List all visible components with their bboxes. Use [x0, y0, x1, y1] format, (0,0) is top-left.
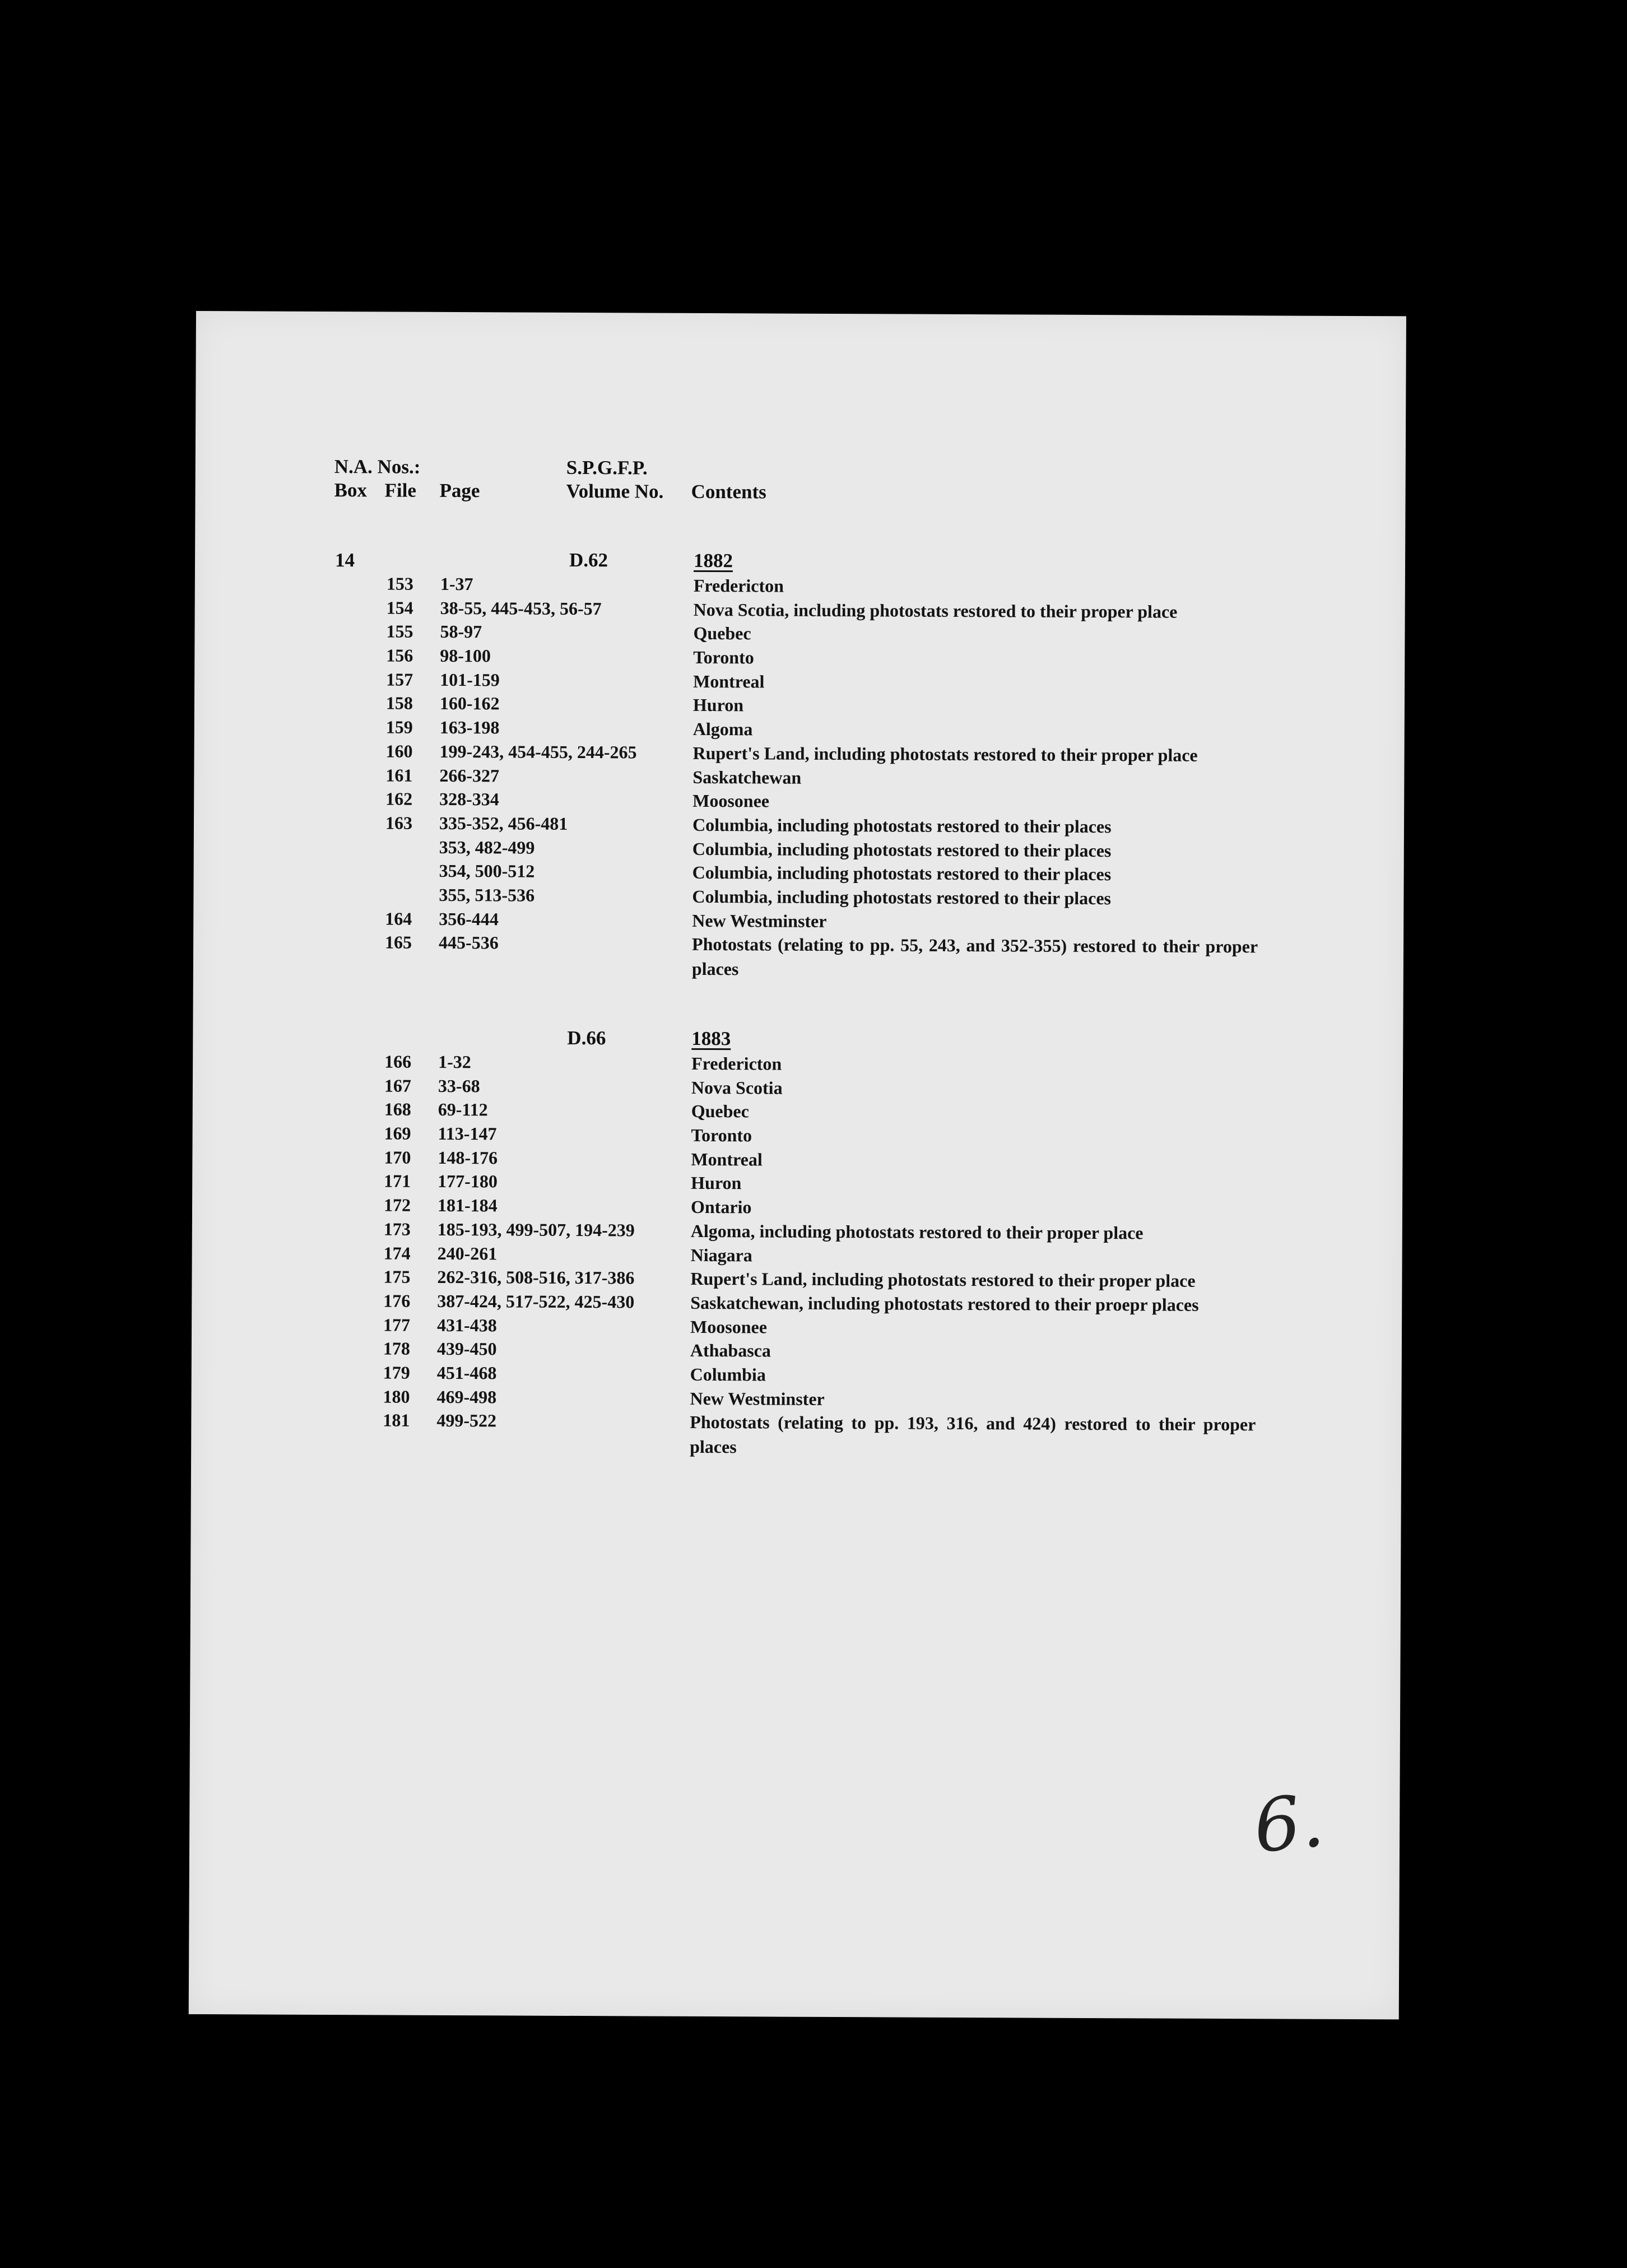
contents-text: Columbia, including photostats restored to their places [692, 838, 1112, 861]
document-page [189, 311, 1406, 2019]
contents-text: Moosonee [692, 791, 770, 811]
file-number: 160 [385, 741, 413, 761]
contents-text: Moosonee [690, 1316, 768, 1337]
handwritten-page-number: 6. [1249, 1777, 1328, 1870]
file-number: 173 [383, 1219, 411, 1239]
file-number: 153 [386, 573, 413, 594]
file-number: 177 [383, 1314, 411, 1335]
contents-text: Ontario [690, 1196, 752, 1217]
page-range: 58-97 [440, 621, 482, 642]
page-range: 98-100 [440, 645, 491, 666]
section-rows [191, 1049, 1403, 1462]
contents-text: Toronto [691, 1124, 752, 1146]
page-range: 101-159 [440, 669, 500, 690]
contents-text: Huron [691, 1173, 742, 1193]
page-range: 113-147 [438, 1123, 497, 1144]
page-range: 451-468 [436, 1362, 497, 1383]
file-number: 175 [383, 1266, 411, 1287]
section-1882 [195, 547, 1405, 979]
page-range: 160-162 [439, 693, 500, 714]
page-range: 181-184 [437, 1195, 498, 1216]
page-range: 328-334 [439, 789, 499, 810]
page-range: 354, 500-512 [439, 861, 535, 881]
page-range: 439-450 [436, 1339, 497, 1359]
page-range: 69-112 [438, 1099, 488, 1120]
contents-text: New Westminster [690, 1388, 825, 1409]
contents-text: Algoma, including photostats restored to their proper place [690, 1220, 1143, 1243]
page-range: 33-68 [438, 1075, 480, 1096]
file-number: 154 [386, 597, 413, 618]
contents-text: Nova Scotia, including photostats restored to their proper place [693, 599, 1178, 622]
file-number: 178 [383, 1338, 411, 1359]
header-spgfp: S.P.G.F.P. [566, 456, 648, 479]
file-number: 174 [383, 1242, 411, 1263]
page-range: 266-327 [439, 765, 500, 786]
contents-text: Quebec [693, 623, 751, 644]
file-number: 164 [385, 908, 412, 929]
file-number: 168 [384, 1099, 411, 1120]
contents-text: Fredericton [693, 575, 784, 596]
contents-text: Columbia, including photostats restored to their places [692, 886, 1112, 909]
contents-text: New Westminster [692, 910, 827, 931]
file-number: 172 [383, 1195, 411, 1215]
file-number: 180 [383, 1386, 410, 1407]
page-range: 499-522 [436, 1410, 497, 1431]
file-number: 165 [385, 932, 412, 953]
header-box: Box [334, 479, 368, 501]
contents-text: Photostats (relating to pp. 193, 316, and 424) restored to their proper places [690, 1412, 1256, 1457]
file-number: 158 [385, 693, 413, 714]
file-number: 167 [384, 1075, 412, 1096]
contents-text: Toronto [693, 647, 754, 668]
page-range: 356-444 [439, 908, 499, 929]
contents-text: Columbia, including photostats restored to their places [692, 862, 1112, 885]
page-range: 199-243, 454-455, 244-265 [439, 741, 637, 763]
page-range: 445-536 [439, 932, 499, 953]
contents-text: Saskatchewan [692, 766, 802, 788]
page-range: 38-55, 445-453, 56-57 [440, 597, 602, 619]
contents-text: Quebec [691, 1101, 749, 1122]
table-row [191, 1407, 1401, 1462]
contents-text: Niagara [690, 1244, 752, 1265]
contents-text: Montreal [693, 671, 765, 692]
page-range: 335-352, 456-481 [439, 812, 568, 834]
contents-text: Saskatchewan, including photostats restored to their proepr places [690, 1292, 1199, 1315]
section-rows [193, 571, 1405, 984]
header-page: Page [439, 479, 480, 502]
contents-text: Algoma [692, 719, 753, 740]
file-number: 181 [383, 1410, 410, 1430]
contents-text: Photostats (relating to pp. 55, 243, and 352-355) restored to their proper places [691, 934, 1258, 979]
file-number: 155 [386, 621, 413, 642]
file-number: 161 [385, 764, 413, 786]
header-file: File [384, 479, 417, 501]
page-range: 1-37 [440, 573, 473, 594]
page-range: 262-316, 508-516, 317-386 [437, 1267, 635, 1288]
page-range: 431-438 [437, 1314, 497, 1335]
header-volume-no: Volume No. [566, 480, 664, 503]
file-number: 179 [383, 1362, 410, 1383]
contents-text: Nova Scotia [691, 1077, 783, 1098]
page-range: 163-198 [439, 717, 500, 738]
file-number: 171 [384, 1170, 411, 1192]
page-range: 185-193, 499-507, 194-239 [437, 1219, 635, 1240]
section-year: 1883 [691, 1027, 731, 1050]
file-number: 169 [384, 1123, 411, 1144]
contents-text: Columbia [690, 1364, 766, 1385]
header-na-nos: N.A. Nos.: [334, 456, 421, 478]
page-range: 177-180 [438, 1171, 498, 1192]
volume-number: D.62 [569, 549, 608, 571]
contents-text: Rupert's Land, including photostats restored to their proper place [692, 742, 1198, 765]
header-contents: Contents [691, 480, 766, 503]
page-range: 1-32 [438, 1051, 471, 1072]
page-range: 387-424, 517-522, 425-430 [437, 1290, 635, 1312]
file-number: 162 [385, 788, 413, 809]
contents-text: Columbia, including photostats restored to their places [692, 814, 1112, 837]
page-range: 148-176 [438, 1147, 498, 1168]
section-1883 [193, 1025, 1403, 1457]
contents-text: Athabasca [690, 1340, 771, 1361]
contents-text: Montreal [691, 1149, 763, 1170]
contents-text: Fredericton [691, 1053, 782, 1074]
volume-number: D.66 [567, 1026, 606, 1049]
file-number: 159 [385, 717, 413, 737]
page-range: 469-498 [436, 1386, 497, 1407]
file-number: 163 [385, 812, 413, 833]
contents-text: Huron [692, 695, 744, 715]
file-number: 157 [386, 669, 413, 690]
file-number: 176 [383, 1290, 411, 1311]
contents-text: Rupert's Land, including photostats restored to their proper place [690, 1268, 1196, 1291]
section-year: 1882 [693, 549, 733, 572]
box-number: 14 [334, 549, 355, 571]
file-number: 170 [384, 1147, 411, 1168]
file-number: 166 [384, 1051, 412, 1072]
page-range: 353, 482-499 [439, 836, 535, 858]
page-range: 355, 513-536 [439, 884, 535, 905]
file-number: 156 [386, 645, 413, 666]
table-row [193, 929, 1403, 984]
page-range: 240-261 [437, 1243, 498, 1263]
